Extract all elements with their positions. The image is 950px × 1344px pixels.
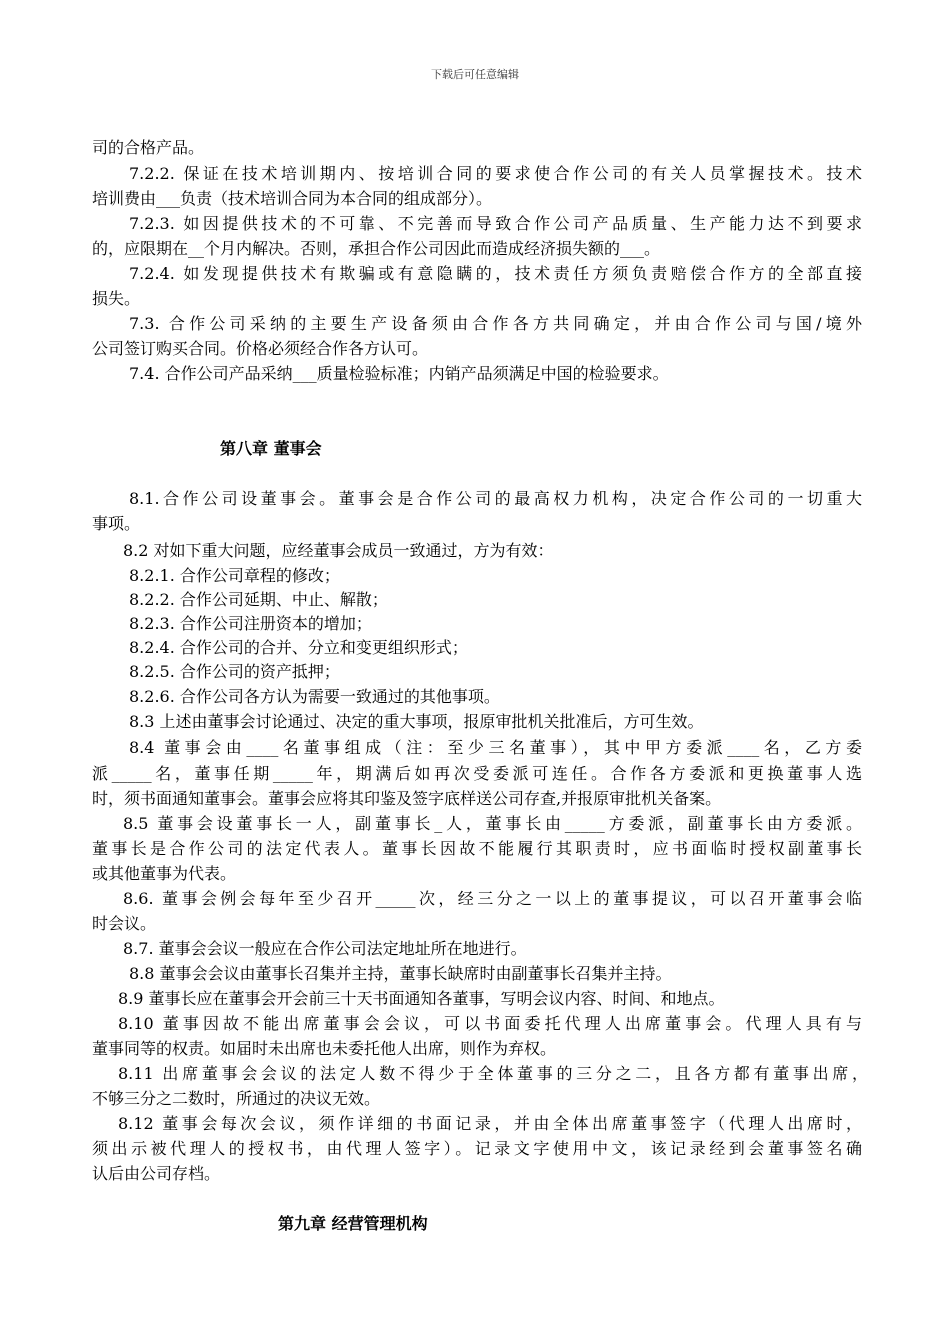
paragraph-line: 7.2.2. 保证在技术培训期内、按培训合同的要求使合作公司的有关人员掌握技术。技术 (129, 164, 862, 183)
paragraph-line: 7.2.3. 如因提供技术的不可靠、不完善而导致合作公司产品质量、生产能力达不到要求 (129, 214, 862, 233)
list-item: 8.2.6. 合作公司各方认为需要一致通过的其他事项。 (129, 687, 500, 706)
list-item: 8.2.4. 合作公司的合并、分立和变更组织形式； (129, 638, 468, 657)
list-item: 8.2.5. 合作公司的资产抵押； (129, 662, 340, 681)
paragraph-line: 8.1.合作公司设董事会。董事会是合作公司的最高权力机构，决定合作公司的一切重大 (129, 489, 862, 508)
paragraph-line: 损失。 (92, 289, 141, 308)
paragraph-line: 或其他董事为代表。 (92, 864, 237, 883)
paragraph-line: 的，应限期在__个月内解决。否则，承担合作公司因此而造成经济损失额的___。 (92, 239, 661, 258)
paragraph-line: 董事同等的权责。如届时未出席也未委托他人出席，则作为弃权。 (92, 1039, 557, 1058)
paragraph-line: 8.9 董事长应在董事会开会前三十天书面通知各董事，写明会议内容、时间、和地点。 (118, 989, 725, 1008)
list-item: 8.2.1. 合作公司章程的修改； (129, 566, 340, 585)
paragraph-line: 司的合格产品。 (92, 138, 205, 157)
paragraph-line: 培训费由___负责（技术培训合同为本合同的组成部分）。 (92, 189, 493, 208)
paragraph-line: 时会议。 (92, 914, 157, 933)
paragraph-line: 8.7. 董事会会议一般应在合作公司法定地址所在地进行。 (123, 939, 527, 958)
paragraph-line: 8.10 董事因故不能出席董事会会议，可以书面委托代理人出席董事会。代理人具有与 (118, 1014, 862, 1033)
paragraph-line: 7.2.4. 如发现提供技术有欺骗或有意隐瞒的，技术责任方须负责赔偿合作方的全部直接 (129, 264, 862, 283)
chapter-9-heading: 第九章 经营管理机构 (278, 1214, 428, 1233)
paragraph-line: 8.12 董事会每次会议，须作详细的书面记录，并由全体出席董事签字（代理人出席时， (118, 1114, 862, 1133)
paragraph-line: 7.3. 合作公司采纳的主要生产设备须由合作各方共同确定，并由合作公司与国/境外 (129, 314, 862, 333)
paragraph-line: 派_____名，董事任期_____年，期满后如再次受委派可连任。合作各方委派和更换董事人选 (92, 764, 862, 783)
paragraph-line: 8.4 董事会由____名董事组成（注：至少三名董事），其中甲方委派____名，乙方委 (129, 738, 862, 757)
paragraph-line: 8.8 董事会会议由董事长召集并主持，董事长缺席时由副董事长召集并主持。 (129, 964, 672, 983)
paragraph-line: 8.11 出席董事会会议的法定人数不得少于全体董事的三分之二，且各方都有董事出席， (118, 1064, 868, 1083)
paragraph-line: 董事长是合作公司的法定代表人。董事长因故不能履行其职责时，应书面临时授权副董事长 (92, 839, 862, 858)
paragraph-line: 8.5 董事会设董事长一人，副董事长_人，董事长由_____方委派，副董事长由方委派。 (123, 814, 862, 833)
paragraph-line: 7.4. 合作公司产品采纳___质量检验标准；内销产品须满足中国的检验要求。 (129, 364, 669, 383)
page-header: 下载后可任意编辑 (431, 68, 519, 81)
list-item: 8.2.2. 合作公司延期、中止、解散； (129, 590, 388, 609)
paragraph-line: 8.2 对如下重大问题，应经董事会成员一致通过，方为有效： (123, 541, 554, 560)
list-item: 8.2.3. 合作公司注册资本的增加； (129, 614, 372, 633)
paragraph-line: 须出示被代理人的授权书，由代理人签字）。记录文字使用中文，该记录经到会董事签名确 (92, 1139, 862, 1158)
paragraph-line: 8.3 上述由董事会讨论通过、决定的重大事项，报原审批机关批准后，方可生效。 (129, 712, 704, 731)
paragraph-line: 8.6. 董事会例会每年至少召开_____次，经三分之一以上的董事提议，可以召开董事会临 (123, 889, 862, 908)
chapter-8-heading: 第八章 董事会 (220, 439, 322, 458)
paragraph-line: 公司签订购买合同。价格必须经合作各方认可。 (92, 339, 429, 358)
paragraph-line: 不够三分之二数时，所通过的决议无效。 (92, 1089, 381, 1108)
paragraph-line: 时，须书面通知董事会。董事会应将其印鉴及签字底样送公司存查,并报原审批机关备案。 (92, 789, 722, 808)
paragraph-line: 事项。 (92, 514, 141, 533)
paragraph-line: 认后由公司存档。 (92, 1164, 221, 1183)
